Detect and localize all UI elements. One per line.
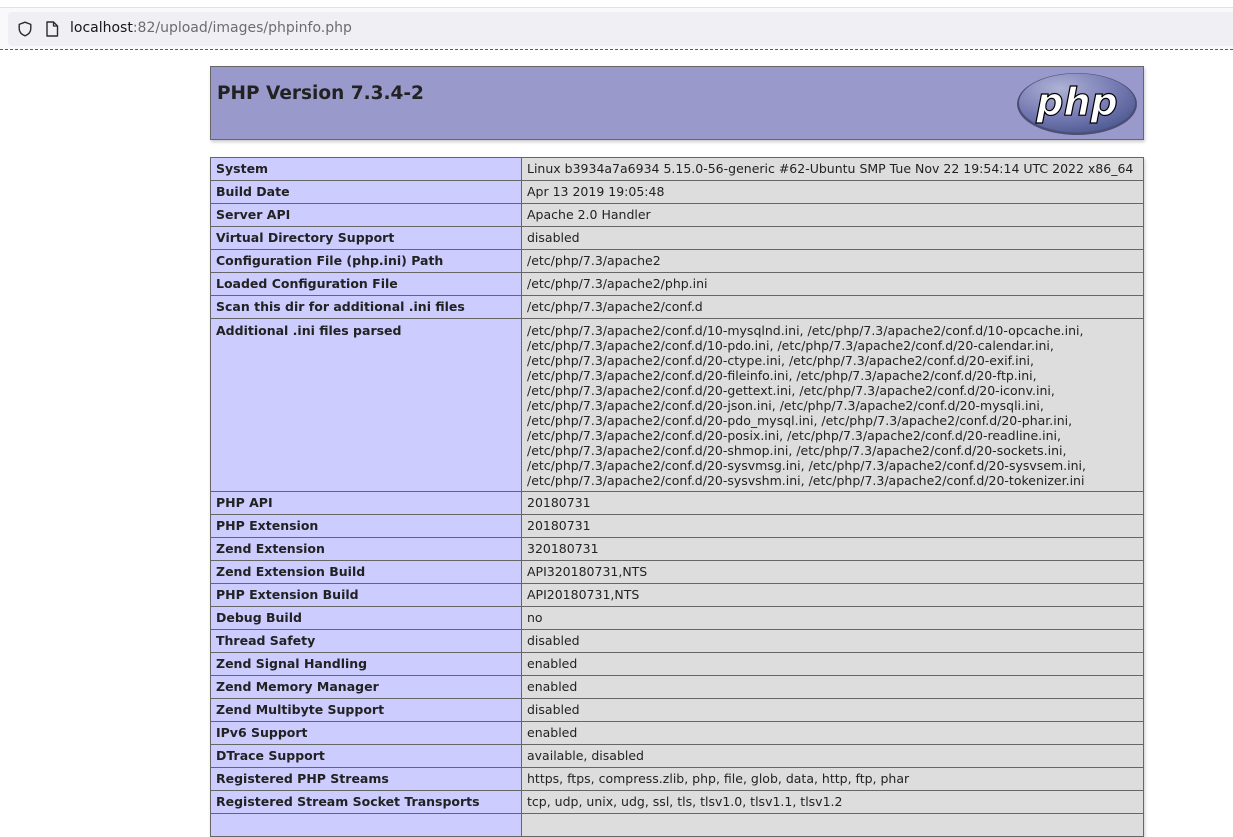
logo-text: php — [1036, 80, 1118, 124]
address-bar[interactable] — [8, 12, 1233, 46]
row-value: /etc/php/7.3/apache2/php.ini — [522, 273, 1144, 296]
row-value: Apache 2.0 Handler — [522, 204, 1144, 227]
row-value: https, ftps, compress.zlib, php, file, glob, data, http, ftp, phar — [522, 768, 1144, 791]
row-value: API320180731,NTS — [522, 561, 1144, 584]
row-label: Zend Multibyte Support — [211, 699, 522, 722]
tab-strip — [0, 0, 1233, 8]
table-row — [211, 515, 1144, 538]
row-value: /etc/php/7.3/apache2 — [522, 250, 1144, 273]
row-label: Build Date — [211, 181, 522, 204]
row-label: Zend Extension Build — [211, 561, 522, 584]
table-row — [211, 538, 1144, 561]
table-row — [211, 296, 1144, 319]
row-value: tcp, udp, unix, udg, ssl, tls, tlsv1.0, tlsv1.1, tlsv1.2 — [522, 791, 1144, 814]
row-label: Debug Build — [211, 607, 522, 630]
table-row — [211, 227, 1144, 250]
table-row — [211, 250, 1144, 273]
php-version-header — [210, 66, 1144, 140]
row-label: Virtual Directory Support — [211, 227, 522, 250]
table-row — [211, 722, 1144, 745]
page-icon[interactable] — [45, 21, 59, 37]
row-label: Scan this dir for additional .ini files — [211, 296, 522, 319]
table-row — [211, 492, 1144, 515]
row-value: 20180731 — [522, 492, 1144, 515]
row-value: disabled — [522, 227, 1144, 250]
info-table — [210, 157, 1144, 837]
row-value: enabled — [522, 722, 1144, 745]
phpinfo-content — [210, 66, 1144, 837]
row-value: available, disabled — [522, 745, 1144, 768]
row-label: Thread Safety — [211, 630, 522, 653]
url-path: :82/upload/images/phpinfo.php — [132, 20, 352, 36]
row-value: disabled — [522, 630, 1144, 653]
table-row — [211, 745, 1144, 768]
page-title: PHP Version 7.3.4-2 — [217, 83, 424, 104]
row-label: Additional .ini files parsed — [211, 319, 522, 492]
row-label: DTrace Support — [211, 745, 522, 768]
row-label: PHP Extension Build — [211, 584, 522, 607]
row-label: Registered Stream Socket Transports — [211, 791, 522, 814]
table-row — [211, 653, 1144, 676]
row-value: 20180731 — [522, 515, 1144, 538]
row-value: Linux b3934a7a6934 5.15.0-56-generic #62-Ubuntu SMP Tue Nov 22 19:54:14 UTC 2022 x86_64 — [522, 158, 1144, 181]
row-value: enabled — [522, 653, 1144, 676]
table-row — [211, 791, 1144, 814]
row-value — [522, 814, 1144, 837]
row-label — [211, 814, 522, 837]
row-value: enabled — [522, 676, 1144, 699]
url-text[interactable] — [70, 20, 352, 36]
table-row — [211, 561, 1144, 584]
table-row — [211, 204, 1144, 227]
row-label: Server API — [211, 204, 522, 227]
row-value: API20180731,NTS — [522, 584, 1144, 607]
table-row — [211, 319, 1144, 492]
table-row — [211, 607, 1144, 630]
table-row — [211, 630, 1144, 653]
table-row — [211, 181, 1144, 204]
row-value: disabled — [522, 699, 1144, 722]
browser-toolbar — [0, 0, 1233, 50]
row-label: PHP Extension — [211, 515, 522, 538]
table-row — [211, 814, 1144, 837]
row-value: 320180731 — [522, 538, 1144, 561]
row-label: Registered PHP Streams — [211, 768, 522, 791]
row-label: Zend Signal Handling — [211, 653, 522, 676]
row-value: /etc/php/7.3/apache2/conf.d — [522, 296, 1144, 319]
row-value: no — [522, 607, 1144, 630]
shield-icon[interactable] — [17, 21, 33, 37]
table-row — [211, 676, 1144, 699]
row-label: IPv6 Support — [211, 722, 522, 745]
row-value: /etc/php/7.3/apache2/conf.d/10-mysqlnd.ini, /etc/php/7.3/apache2/conf.d/10-opcache.ini, /etc/php/7.3/apache2/conf.d/10-pdo.ini, /etc/php/7.3/apache2/conf.d/20-calendar.ini, /etc/php/7.3/apache2/conf.d/20-ctype.ini, /etc/php/7.3/apache2/conf.d/20-exif.ini, /etc/php/7.3/apache2/conf.d/20-fileinfo.ini, /etc/php/7.3/apache2/conf.d/20-ftp.ini, /etc/php/7.3/apache2/conf.d/20-gettext.ini, /etc/php/7.3/apache2/conf.d/20-iconv.ini, /etc/php/7.3/apache2/conf.d/20-json.ini, /etc/php/7.3/apache2/conf.d/20-mysqli.ini, /etc/php/7.3/apache2/conf.d/20-pdo_mysql.ini, /etc/php/7.3/apache2/conf.d/20-phar.ini, /etc/php/7.3/apache2/conf.d/20-posix.ini, /etc/php/7.3/apache2/conf.d/20-readline.ini, /etc/php/7.3/apache2/conf.d/20-shmop.ini, /etc/php/7.3/apache2/conf.d/20-sockets.ini, /etc/php/7.3/apache2/conf.d/20-sysvmsg.ini, /etc/php/7.3/apache2/conf.d/20-sysvsem.ini, /etc/php/7.3/apache2/conf.d/20-sysvshm.ini, /etc/php/7.3/apache2/conf.d/20-tokenizer.ini — [522, 319, 1144, 492]
row-label: Loaded Configuration File — [211, 273, 522, 296]
row-label: Zend Memory Manager — [211, 676, 522, 699]
row-label: PHP API — [211, 492, 522, 515]
url-host: localhost — [70, 20, 133, 36]
row-value: Apr 13 2019 19:05:48 — [522, 181, 1144, 204]
table-row — [211, 584, 1144, 607]
row-label: Zend Extension — [211, 538, 522, 561]
table-row — [211, 768, 1144, 791]
table-row — [211, 699, 1144, 722]
row-label: Configuration File (php.ini) Path — [211, 250, 522, 273]
table-row — [211, 158, 1144, 181]
table-row — [211, 273, 1144, 296]
php-logo[interactable] — [1015, 71, 1139, 137]
row-label: System — [211, 158, 522, 181]
